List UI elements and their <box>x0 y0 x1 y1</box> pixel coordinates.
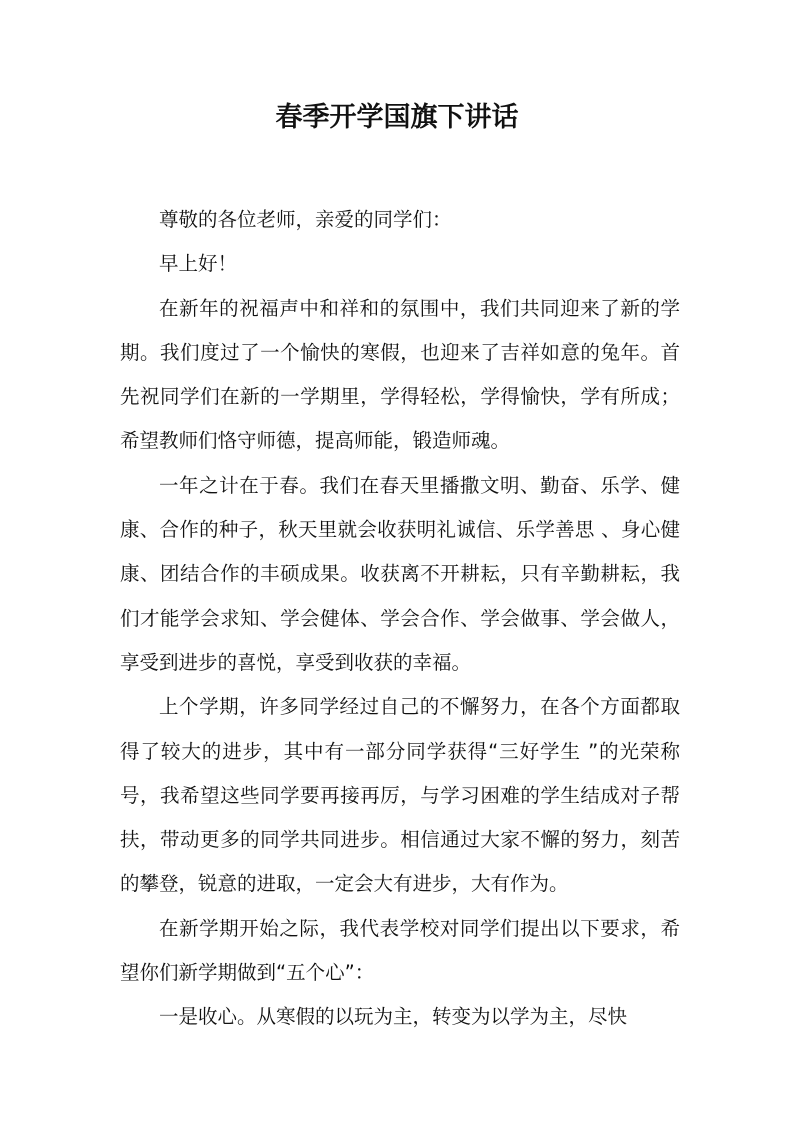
body-paragraph: 在新年的祝福声中和祥和的氛围中，我们共同迎来了新的学期。我们度过了一个愉快的寒假，也迎来了吉祥如意的兔年。首先祝同学们在新的一学期里，学得轻松，学得愉快，学有所成；希望教师们恪守师德，提高师能，锻造师魂。 <box>120 296 680 453</box>
document-title: 春季开学国旗下讲话 <box>275 102 519 133</box>
body-paragraph: 一年之计在于春。我们在春天里播撒文明、勤奋、乐学、健康、合作的种子，秋天里就会收获明礼诚信、乐学善思 、身心健康、团结合作的丰硕成果。收获离不开耕耘，只有辛勤耕耘，我们才能学会求知、学会健体、学会合作、学会做事、学会做人，享受到进步的喜悦，享受到收获的幸福。 <box>120 473 680 674</box>
body-paragraph: 上个学期，许多同学经过自己的不懈努力，在各个方面都取得了较大的进步，其中有一部分同学获得“三好学生 ”的光荣称号，我希望这些同学要再接再厉，与学习困难的学生结成对子帮扶，带动更多的同学共同进步。相信通过大家不懈的努力，刻苦的攀登，锐意的进取，一定会大有进步，大有作为。 <box>120 695 680 896</box>
greeting-paragraph: 早上好！ <box>159 252 238 276</box>
document-body <box>120 198 680 1040</box>
body-paragraph: 一是收心。从寒假的以玩为主，转变为以学为主，尽快 <box>159 1005 628 1029</box>
salutation-paragraph: 尊敬的各位老师，亲爱的同学们： <box>159 208 452 231</box>
body-paragraph: 在新学期开始之际，我代表学校对同学们提出以下要求，希望你们新学期做到“五个心”： <box>120 916 680 985</box>
